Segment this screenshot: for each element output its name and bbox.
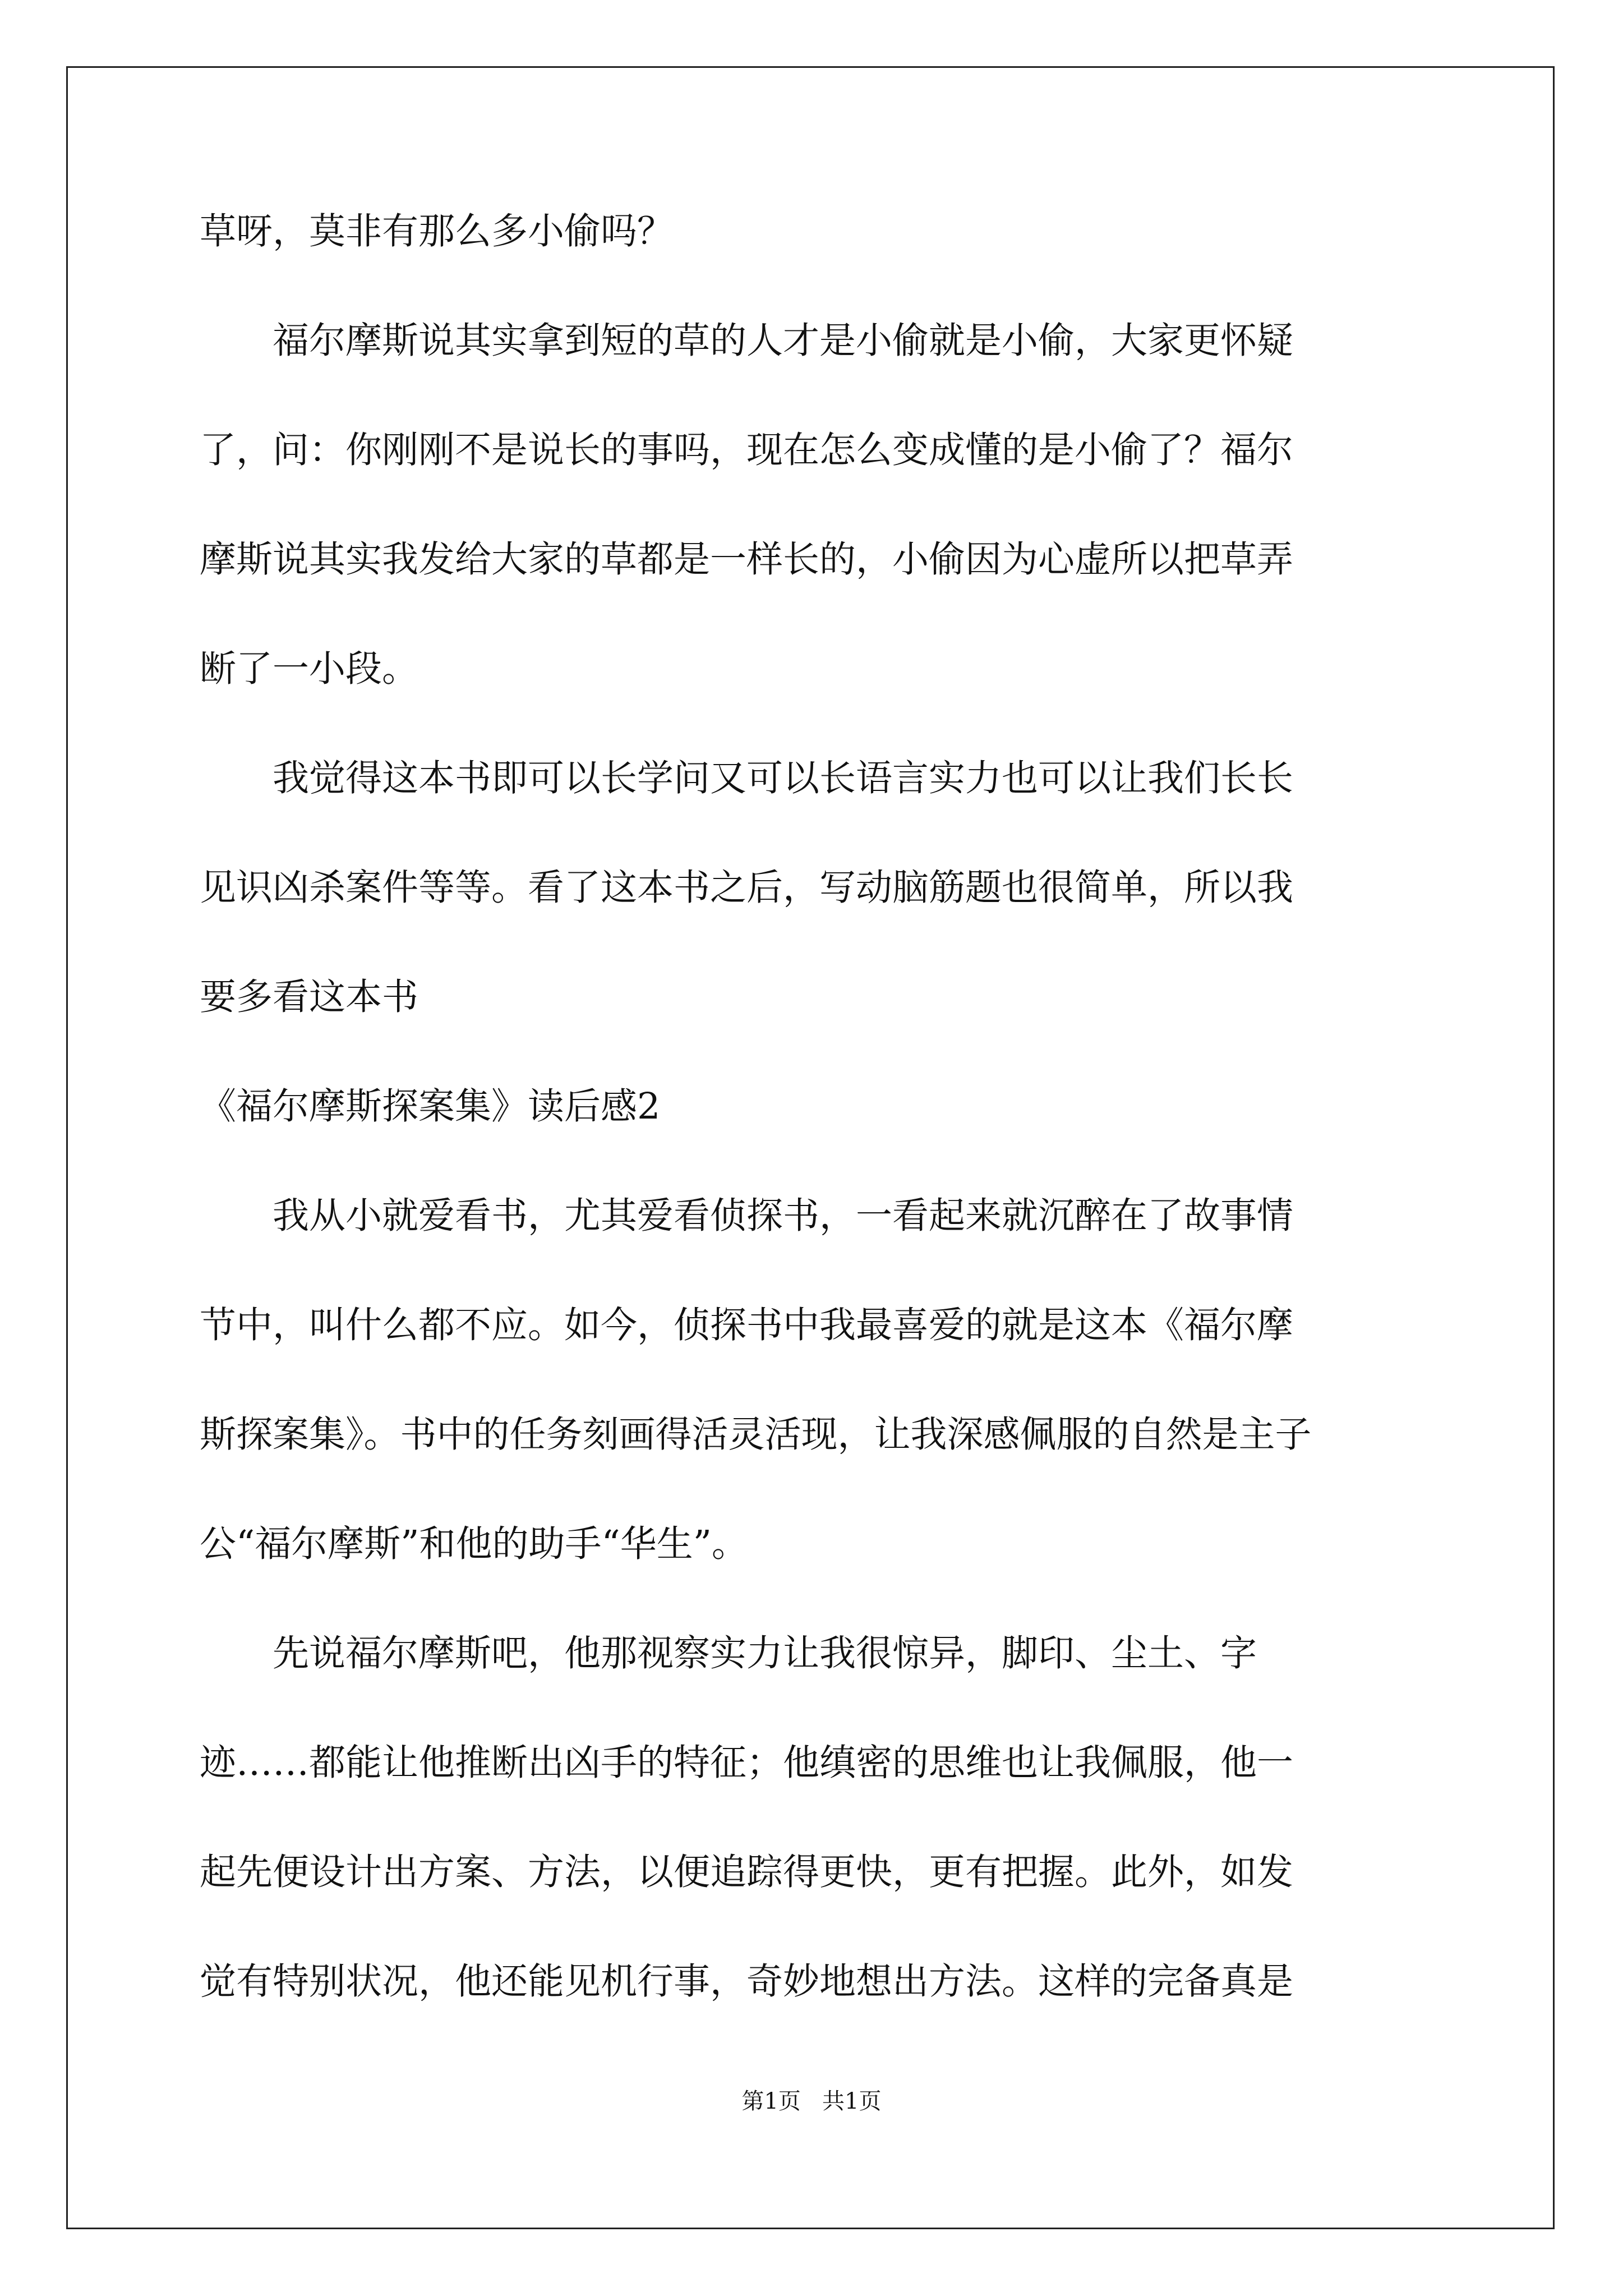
text-line-3: 了，问：你刚刚不是说长的事吗，现在怎么变成懂的是小偷了？福尔 <box>200 429 1294 471</box>
text-line-13: 公“福尔摩斯”和他的助手“华生”。 <box>200 1523 748 1565</box>
text-line-8: 要多看这本书 <box>200 976 419 1018</box>
text-line-10: 我从小就爱看书，尤其爱看侦探书，一看起来就沉醉在了故事情 <box>200 1195 1294 1237</box>
text-line-17: 觉有特别状况，他还能见机行事，奇妙地想出方法。这样的完备真是 <box>200 1961 1294 2003</box>
text-line-15: 迹……都能让他推断出凶手的特征；他缜密的思维也让我佩服，他一 <box>200 1742 1294 1784</box>
text-line-11: 节中，叫什么都不应。如今，侦探书中我最喜爱的就是这本《福尔摩 <box>200 1304 1294 1346</box>
text-line-14: 先说福尔摩斯吧，他那视察实力让我很惊异，脚印、尘土、字 <box>200 1632 1257 1674</box>
text-line-1: 草呀，莫非有那么多小偷吗？ <box>200 210 674 252</box>
text-line-12: 斯探案集》。书中的任务刻画得活灵活现，让我深感佩服的自然是主子 <box>200 1414 1312 1456</box>
text-line-6: 我觉得这本书即可以长学问又可以长语言实力也可以让我们长长 <box>200 757 1294 799</box>
text-line-16: 起先便设计出方案、方法，以便追踪得更快，更有把握。此外，如发 <box>200 1851 1294 1893</box>
text-line-2: 福尔摩斯说其实拿到短的草的人才是小偷就是小偷，大家更怀疑 <box>200 320 1294 362</box>
document-body <box>200 210 1428 2003</box>
page-footer: 第1页 共1页 <box>741 2088 882 2114</box>
section-heading: 《福尔摩斯探案集》读后感2 <box>200 1085 661 1128</box>
text-line-5: 断了一小段。 <box>200 648 419 690</box>
text-line-7: 见识凶杀案件等等。看了这本书之后，写动脑筋题也很简单，所以我 <box>200 867 1294 909</box>
text-line-4: 摩斯说其实我发给大家的草都是一样长的，小偷因为心虚所以把草弄 <box>200 539 1294 581</box>
